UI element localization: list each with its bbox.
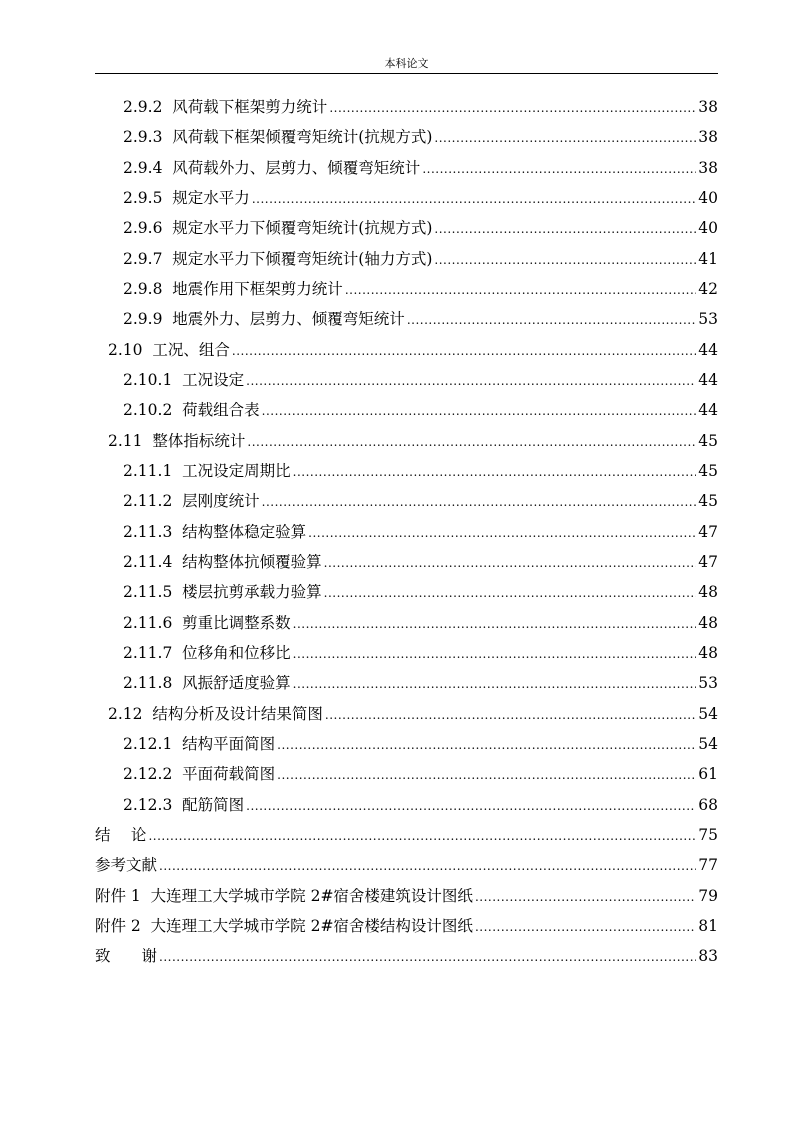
toc-entry-number: 2.11.3 — [123, 522, 183, 541]
header-rule — [95, 73, 718, 74]
toc-entry-title: 结 论 — [95, 825, 147, 844]
toc-entry-page: 53 — [698, 310, 718, 329]
toc-entry-page: 44 — [698, 340, 718, 359]
toc-entry-number: 2.12.2 — [123, 765, 183, 784]
toc-entry-title: 位移角和位移比 — [182, 643, 291, 662]
toc-entry-number: 2.11.2 — [123, 492, 183, 511]
toc-dot-leader — [277, 730, 696, 760]
toc-entry-page: 83 — [698, 947, 718, 966]
toc-entry-number: 2.12.3 — [123, 795, 183, 814]
toc-entry-number: 附件 2 — [95, 916, 151, 935]
toc-entry-number: 2.9.8 — [123, 279, 173, 298]
toc-entry-number: 2.10.2 — [123, 401, 183, 420]
toc-entry-page: 45 — [698, 431, 718, 450]
toc-dot-leader — [159, 942, 696, 972]
toc-entry-page: 54 — [698, 734, 718, 753]
toc-dot-leader — [475, 882, 696, 912]
toc-dot-leader — [293, 639, 697, 669]
toc-dot-leader — [407, 305, 696, 335]
toc-entry[interactable] — [95, 941, 718, 971]
toc-entry-page: 68 — [698, 795, 718, 814]
toc-entry[interactable] — [95, 668, 718, 698]
toc-entry-page: 40 — [698, 188, 718, 207]
toc-entry[interactable] — [95, 213, 718, 243]
toc-entry-title: 结构整体抗倾覆验算 — [182, 552, 322, 571]
toc-dot-leader — [324, 548, 697, 578]
toc-entry-title: 风荷载外力、层剪力、倾覆弯矩统计 — [172, 158, 421, 177]
toc-entry-title: 地震外力、层剪力、倾覆弯矩统计 — [172, 310, 405, 329]
toc-entry-page: 44 — [698, 370, 718, 389]
toc-dot-leader — [247, 427, 696, 457]
toc-entry-title: 工况设定周期比 — [182, 461, 291, 480]
toc-dot-leader — [246, 366, 696, 396]
toc-entry-page: 54 — [698, 704, 718, 723]
toc-entry-page: 53 — [698, 674, 718, 693]
toc-entry-number: 2.11.4 — [123, 552, 183, 571]
toc-entry-number: 2.9.5 — [123, 188, 173, 207]
toc-entry-title: 风振舒适度验算 — [182, 674, 291, 693]
toc-entry[interactable] — [95, 820, 718, 850]
page-header: 本科论文 — [384, 57, 429, 70]
toc-entry-page: 61 — [698, 765, 718, 784]
toc-entry-title: 结构平面简图 — [182, 734, 276, 753]
toc-entry-title: 工况、组合 — [152, 340, 230, 359]
toc-dot-leader — [434, 214, 696, 244]
toc-entry[interactable] — [95, 304, 718, 334]
toc-entry-number: 2.12 — [108, 704, 153, 723]
toc-entry-number: 2.9.6 — [123, 219, 173, 238]
toc-entry-title: 楼层抗剪承载力验算 — [182, 583, 322, 602]
toc-dot-leader — [345, 275, 696, 305]
toc-entry-page: 77 — [698, 856, 718, 875]
toc-entry-number: 2.9.7 — [123, 249, 173, 268]
toc-entry-number: 2.10.1 — [123, 370, 183, 389]
toc-dot-leader — [324, 578, 697, 608]
toc-entry[interactable] — [95, 911, 718, 941]
toc-entry-number: 2.11.5 — [123, 583, 183, 602]
toc-entry-number: 附件 1 — [95, 886, 151, 905]
toc-entry[interactable] — [95, 881, 718, 911]
toc-dot-leader — [434, 123, 696, 153]
toc-entry-title: 结构分析及设计结果简图 — [152, 704, 323, 723]
toc-entry-page: 48 — [698, 583, 718, 602]
toc-entry-page: 40 — [698, 219, 718, 238]
toc-entry-page: 47 — [698, 522, 718, 541]
toc-entry[interactable] — [95, 92, 718, 122]
toc-entry-page: 44 — [698, 401, 718, 420]
toc-entry-page: 38 — [698, 128, 718, 147]
toc-entry-title: 参考文献 — [95, 856, 158, 875]
toc-dot-leader — [252, 184, 696, 214]
toc-entry[interactable] — [95, 729, 718, 759]
toc-entry-page: 38 — [698, 158, 718, 177]
toc-entry-title: 规定水平力下倾覆弯矩统计(抗规方式) — [172, 219, 433, 238]
toc-entry-title: 地震作用下框架剪力统计 — [172, 279, 343, 298]
toc-entry-number: 2.11.7 — [123, 643, 183, 662]
toc-entry[interactable] — [95, 183, 718, 213]
toc-entry-page: 45 — [698, 461, 718, 480]
toc-entry-number: 2.11.8 — [123, 674, 183, 693]
toc-dot-leader — [293, 457, 697, 487]
toc-entry[interactable] — [95, 759, 718, 789]
toc-entry-page: 48 — [698, 643, 718, 662]
toc-entry-title: 层刚度统计 — [182, 492, 260, 511]
toc-entry-number: 2.9.9 — [123, 310, 173, 329]
toc-entry[interactable] — [95, 426, 718, 456]
toc-entry-title: 平面荷载简图 — [182, 765, 276, 784]
toc-entry-title: 剪重比调整系数 — [182, 613, 291, 632]
toc-entry-number: 2.9.2 — [123, 98, 173, 116]
toc-entry-number: 2.11 — [108, 431, 153, 450]
toc-dot-leader — [262, 396, 697, 426]
toc-entry[interactable] — [95, 790, 718, 820]
toc-entry-title: 致 谢 — [95, 947, 158, 966]
toc-entry-page: 48 — [698, 613, 718, 632]
toc-entry-page: 75 — [698, 825, 718, 844]
toc-dot-leader — [422, 154, 696, 184]
toc-entry-page: 81 — [698, 916, 718, 935]
toc-entry-page: 42 — [698, 279, 718, 298]
toc-entry-number: 2.11.6 — [123, 613, 183, 632]
toc-entry-page: 38 — [698, 98, 718, 116]
toc-entry[interactable] — [95, 699, 718, 729]
toc-entry-number: 2.12.1 — [123, 734, 183, 753]
toc-dot-leader — [293, 669, 697, 699]
toc-entry-number: 2.11.1 — [123, 461, 183, 480]
toc-entry[interactable] — [95, 122, 718, 152]
toc-entry-page: 41 — [698, 249, 718, 268]
toc-dot-leader — [329, 93, 696, 123]
toc-entry-page: 79 — [698, 886, 718, 905]
toc-entry[interactable] — [95, 486, 718, 516]
toc-dot-leader — [475, 912, 696, 942]
toc-dot-leader — [159, 851, 696, 881]
toc-entry[interactable] — [95, 335, 718, 365]
toc-entry[interactable] — [95, 850, 718, 880]
table-of-contents — [95, 92, 718, 972]
toc-dot-leader — [308, 518, 696, 548]
toc-entry[interactable] — [95, 638, 718, 668]
toc-dot-leader — [246, 791, 696, 821]
toc-dot-leader — [293, 609, 697, 639]
toc-entry-title: 风荷载下框架剪力统计 — [172, 98, 328, 116]
toc-dot-leader — [262, 487, 697, 517]
toc-dot-leader — [434, 245, 696, 275]
toc-entry[interactable] — [95, 608, 718, 638]
toc-entry[interactable] — [95, 577, 718, 607]
toc-entry[interactable] — [95, 365, 718, 395]
toc-entry-title: 风荷载下框架倾覆弯矩统计(抗规方式) — [172, 128, 433, 147]
toc-entry[interactable] — [95, 153, 718, 183]
toc-entry-title: 规定水平力 — [172, 188, 250, 207]
toc-entry-title: 荷载组合表 — [182, 401, 260, 420]
toc-entry[interactable] — [95, 547, 718, 577]
toc-entry[interactable] — [95, 517, 718, 547]
toc-entry-title: 大连理工大学城市学院 2#宿舍楼建筑设计图纸 — [150, 886, 473, 905]
toc-entry-title: 整体指标统计 — [152, 431, 246, 450]
toc-entry-page: 47 — [698, 552, 718, 571]
toc-entry-number: 2.10 — [108, 340, 153, 359]
toc-dot-leader — [325, 700, 696, 730]
toc-entry[interactable] — [95, 456, 718, 486]
toc-entry[interactable] — [95, 274, 718, 304]
toc-dot-leader — [277, 760, 696, 790]
toc-entry-title: 配筋简图 — [182, 795, 245, 814]
toc-entry[interactable] — [95, 395, 718, 425]
toc-entry-number: 2.9.4 — [123, 158, 173, 177]
toc-dot-leader — [148, 821, 696, 851]
toc-entry[interactable] — [95, 244, 718, 274]
toc-dot-leader — [232, 336, 696, 366]
toc-entry-page: 45 — [698, 492, 718, 511]
toc-entry-title: 规定水平力下倾覆弯矩统计(轴力方式) — [172, 249, 433, 268]
toc-entry-title: 大连理工大学城市学院 2#宿舍楼结构设计图纸 — [150, 916, 473, 935]
toc-entry-title: 结构整体稳定验算 — [182, 522, 307, 541]
toc-entry-number: 2.9.3 — [123, 128, 173, 147]
toc-entry-title: 工况设定 — [182, 370, 245, 389]
